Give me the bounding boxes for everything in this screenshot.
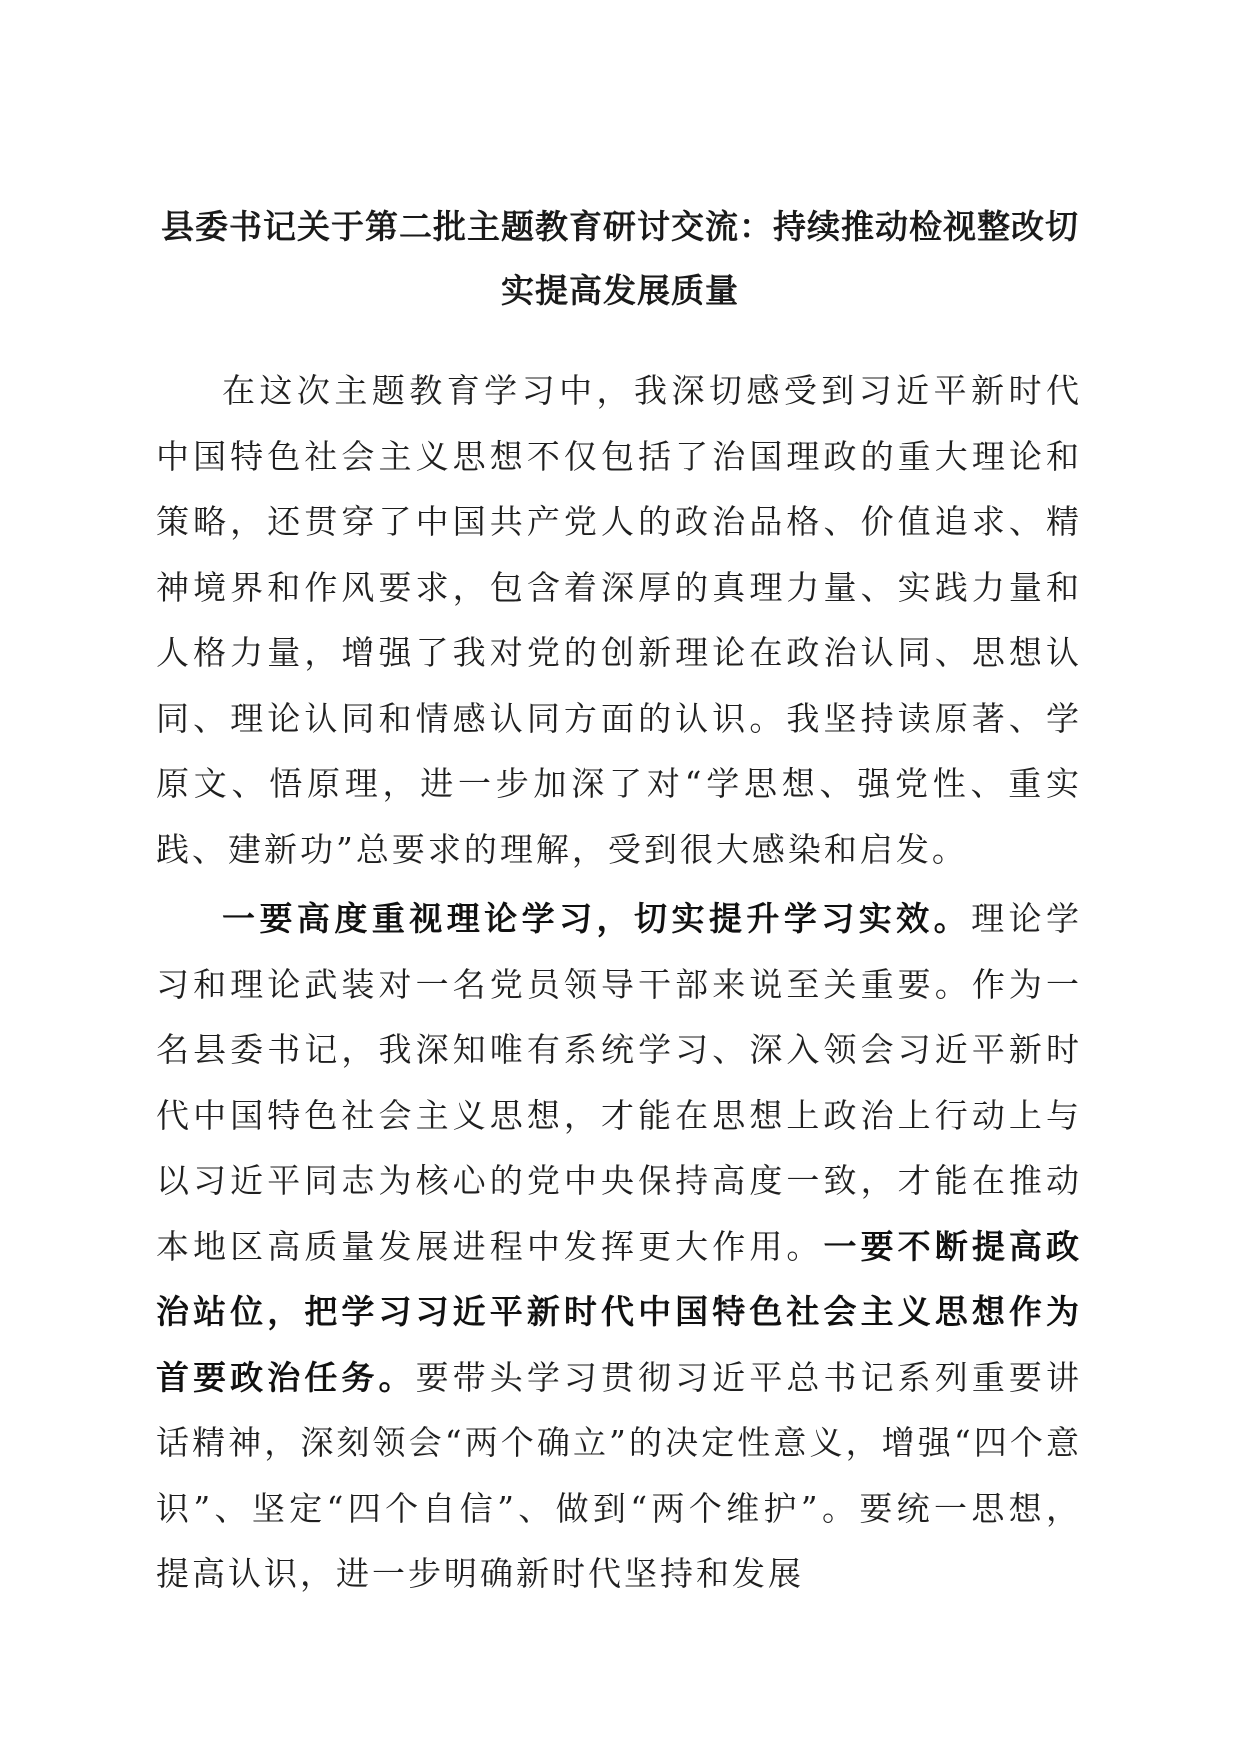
subsection-heading: 一要不断提高政治站位，把学习习近平新时代中国特色社会主义思想作为首要政治任务。 bbox=[156, 1226, 1083, 1397]
paragraph-text-continued: 要带头学习贯彻习近平总书记系列重要讲话精神，深刻领会“两个确立”的决定性意义，增强“四个意识”、坚定“四个自信”、做到“两个维护”。要统一思想，提高认识，进一步明确新时代坚持和发展 bbox=[156, 1357, 1083, 1593]
document-title: 县委书记关于第二批主题教育研讨交流：持续推动检视整改切实提高发展质量 bbox=[161, 207, 1079, 310]
paragraph-intro bbox=[156, 358, 1082, 882]
paragraph-theory-study bbox=[156, 886, 1082, 1607]
paragraph-intro-text: 在这次主题教育学习中，我深切感受到习近平新时代中国特色社会主义思想不仅包括了治国理政的重大理论和策略，还贯穿了中国共产党人的政治品格、价值追求、精神境界和作风要求，包含着深厚的真理力量、实践力量和人格力量，增强了我对党的创新理论在政治认同、思想认同、理论认同和情感认同方面的认识。我坚持读原著、学原文、悟原理，进一步加深了对“学思想、强党性、重实践、建新功”总要求的理解，受到很大感染和启发。 bbox=[156, 371, 1082, 869]
section-heading: 一要高度重视理论学习，切实提升学习实效。 bbox=[222, 899, 972, 938]
document-body bbox=[156, 358, 1082, 1611]
paragraph-text: 理论学习和理论武装对一名党员领导干部来说至关重要。作为一名县委书记，我深知唯有系统学习、深入领会习近平新时代中国特色社会主义思想，才能在思想上政治上行动上与以习近平同志为核心的党中央保持高度一致，才能在推动本地区高质量发展进程中发挥更大作用。 bbox=[156, 899, 1083, 1266]
